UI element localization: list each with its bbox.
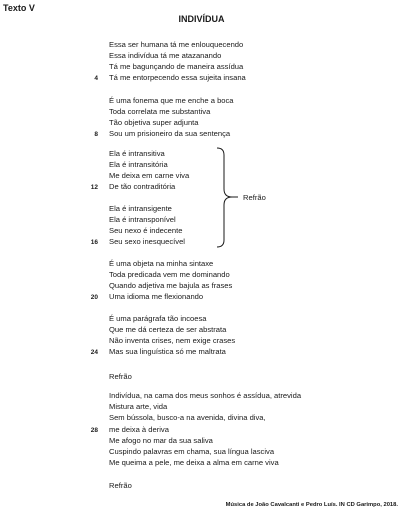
poem-title: INDIVÍDUA: [178, 14, 225, 24]
poem-line: Ela é intransitiva: [109, 149, 165, 158]
poem-line: Essa ser humana tá me enlouquecendo: [109, 40, 244, 49]
poem-line: Essa indivídua tá me atazanando: [109, 51, 222, 60]
poem-line: Me afogo no mar da sua saliva: [109, 436, 213, 445]
poem-line: Sem bússola, busco-a na avenida, divina diva,: [109, 413, 266, 422]
poem-line: É uma fonema que me enche a boca: [109, 96, 234, 105]
poem-line: De tão contraditória: [109, 182, 176, 191]
poem-line: Refrão: [109, 481, 132, 490]
poem-line: Sou um prisioneiro da sua sentença: [109, 129, 231, 138]
poem-line: Mistura arte, vida: [109, 402, 168, 411]
poem-line: Me deixa em carne viva: [109, 171, 190, 180]
line-number: 16: [90, 238, 98, 246]
poem-line: É uma parágrafa tão incoesa: [109, 314, 207, 323]
poem-line: Ela é intransigente: [109, 204, 172, 213]
line-number: 20: [90, 293, 98, 301]
poem-line: Toda correlata me substantiva: [109, 107, 211, 116]
poem-line: Me queima a pele, me deixa a alma em carne viva: [109, 458, 279, 467]
line-number: 12: [90, 183, 98, 191]
refrain-brace: [216, 147, 238, 248]
poem-line: Toda predicada vem me dominando: [109, 270, 230, 279]
poem-line: Não inventa crises, nem exige crases: [109, 336, 236, 345]
line-number: 4: [94, 74, 98, 82]
refrain-label: Refrão: [243, 193, 266, 202]
poem-line: Ela é intransitória: [109, 160, 168, 169]
line-number: 28: [90, 426, 98, 434]
poem-line: Seu nexo é indecente: [109, 226, 183, 235]
poem-line: Uma idioma me flexionando: [109, 292, 204, 301]
poem-line: Quando adjetiva me bajula as frases: [109, 281, 233, 290]
poem-line: Mas sua linguística só me maltrata: [109, 347, 226, 356]
poem-line: Tá me entorpecendo essa sujeita insana: [109, 73, 246, 82]
poem-line: Tá me bagunçando de maneira assídua: [109, 62, 244, 71]
poem-line: Ela é intransponível: [109, 215, 176, 224]
poem-line: Que me dá certeza de ser abstrata: [109, 325, 227, 334]
poem-line: Indivídua, na cama dos meus sonhos é assídua, atrevida: [109, 391, 302, 400]
text-label: Texto V: [3, 3, 35, 13]
poem-line: É uma objeta na minha sintaxe: [109, 259, 214, 268]
source-credit: Música de João Cavalcanti e Pedro Luís. IN CD Garimpo, 2018.: [225, 502, 398, 508]
poem-line: me deixa à deriva: [109, 425, 169, 434]
line-number: 8: [94, 130, 98, 138]
poem-line: Cuspindo palavras em chama, sua língua lasciva: [109, 447, 275, 456]
poem-line: Refrão: [109, 372, 132, 381]
poem-line: Tão objetiva super adjunta: [109, 118, 199, 127]
line-number: 24: [90, 348, 98, 356]
poem-line: Seu sexo inesquecível: [109, 237, 185, 246]
